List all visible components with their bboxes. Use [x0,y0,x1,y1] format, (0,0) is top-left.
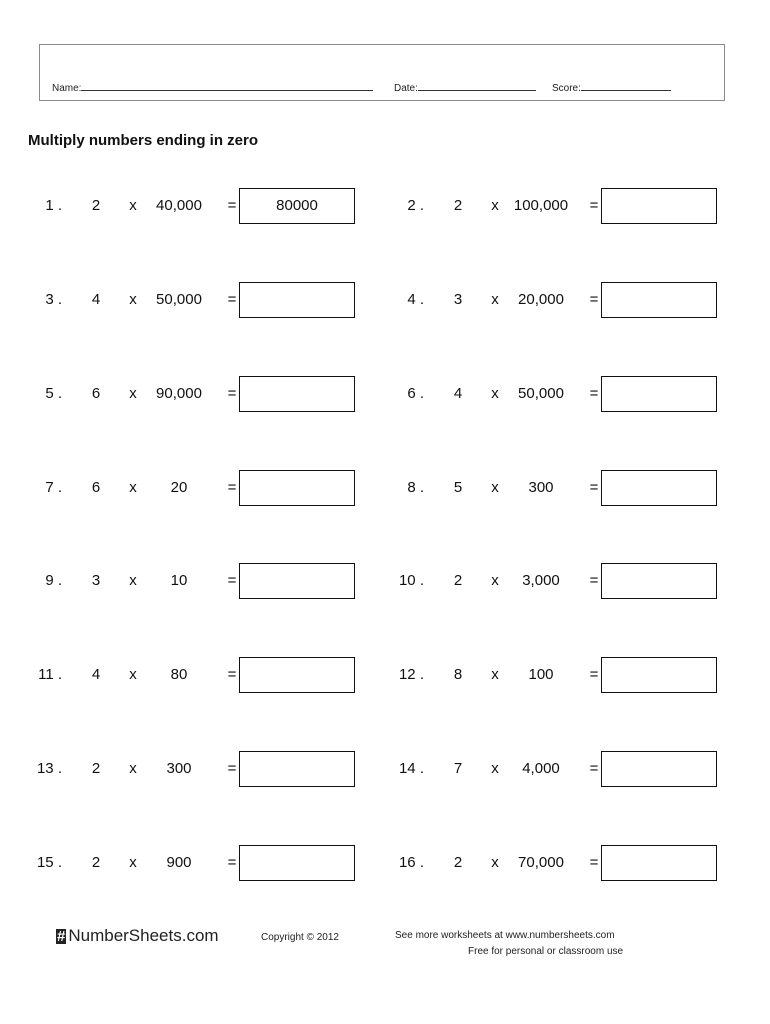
equals-sign: = [589,197,599,214]
problem-number: 12 . [398,666,424,683]
name-line [81,81,373,91]
multiplier: 40,000 [156,197,202,214]
problem-7 [32,470,362,506]
multiplier: 20 [170,479,188,496]
problem-number: 16 . [398,854,424,871]
problem-number: 8 . [407,479,424,496]
equals-sign: = [589,291,599,308]
name-label: Name: [52,83,82,94]
date-field[interactable] [394,81,536,94]
problem-number: 9 . [45,572,62,589]
score-line [581,81,671,91]
problem-number: 6 . [407,385,424,402]
equals-sign: = [589,760,599,777]
more-worksheets-text: See more worksheets at www.numbersheets.com [395,930,615,941]
times-sign: x [491,479,499,496]
multiplier: 80 [170,666,188,683]
times-sign: x [129,291,137,308]
logo-text: NumberSheets.com [68,926,219,945]
times-sign: x [129,666,137,683]
problem-1 [32,188,362,224]
multiplier: 300 [166,760,192,777]
problem-8 [394,470,724,506]
problem-number: 2 . [407,197,424,214]
multiplicand: 6 [91,479,101,496]
problem-9 [32,563,362,599]
multiplier: 3,000 [522,572,560,589]
multiplier: 100,000 [513,197,569,214]
multiplier: 900 [166,854,192,871]
equals-sign: = [227,291,237,308]
problem-number: 13 . [36,760,62,777]
times-sign: x [491,760,499,777]
multiplier: 10 [170,572,188,589]
problem-number: 14 . [398,760,424,777]
multiplier: 300 [528,479,554,496]
score-label: Score: [552,83,581,94]
name-field[interactable] [52,81,373,94]
answer-box[interactable] [239,282,355,318]
free-use-text: Free for personal or classroom use [468,946,624,957]
multiplicand: 6 [91,385,101,402]
problem-4 [394,282,724,318]
multiplicand: 2 [453,197,463,214]
times-sign: x [491,666,499,683]
multiplicand: 5 [453,479,463,496]
answer-box[interactable] [601,188,717,224]
problem-number: 10 . [398,572,424,589]
multiplier: 90,000 [156,385,202,402]
answer-box[interactable] [601,751,717,787]
problem-12 [394,657,724,693]
equals-sign: = [227,385,237,402]
equals-sign: = [227,666,237,683]
multiplier: 70,000 [518,854,564,871]
multiplicand: 2 [91,760,101,777]
date-label: Date: [394,83,418,94]
answer-box[interactable] [239,657,355,693]
times-sign: x [129,760,137,777]
equals-sign: = [589,479,599,496]
answer-box[interactable] [601,470,717,506]
times-sign: x [129,854,137,871]
multiplicand: 3 [91,572,101,589]
page-title: Multiply numbers ending in zero [28,132,259,149]
multiplier: 50,000 [156,291,202,308]
equals-sign: = [227,760,237,777]
problem-number: 7 . [45,479,62,496]
multiplicand: 4 [453,385,463,402]
problem-16 [394,845,724,881]
multiplicand: 2 [91,854,101,871]
problem-2 [394,188,724,224]
copyright-text: Copyright © 2012 [261,932,339,943]
problem-3 [32,282,362,318]
problem-15 [32,845,362,881]
equals-sign: = [227,572,237,589]
problem-10 [394,563,724,599]
multiplicand: 7 [453,760,463,777]
problem-number: 15 . [36,854,62,871]
answer-box[interactable] [601,563,717,599]
multiplier: 100 [528,666,554,683]
logo-mark: # [57,928,66,945]
problem-number: 3 . [45,291,62,308]
problem-number: 5 . [45,385,62,402]
problem-5 [32,376,362,412]
times-sign: x [491,854,499,871]
times-sign: x [491,291,499,308]
equals-sign: = [589,666,599,683]
answer-box[interactable] [601,376,717,412]
multiplicand: 4 [91,291,101,308]
times-sign: x [491,385,499,402]
multiplier: 4,000 [522,760,560,777]
problem-11 [32,657,362,693]
multiplier: 50,000 [518,385,564,402]
student-info-box [39,44,725,101]
times-sign: x [129,385,137,402]
date-line [418,81,536,91]
equals-sign: = [589,572,599,589]
score-field[interactable] [552,81,671,94]
equals-sign: = [589,854,599,871]
answer-box[interactable]: 80000 [239,188,355,224]
times-sign: x [129,572,137,589]
problem-number: 1 . [45,197,62,214]
answer-box[interactable] [601,282,717,318]
problem-number: 11 . [38,666,62,683]
answer-box[interactable] [239,751,355,787]
answer-box[interactable] [601,657,717,693]
answer-box[interactable] [239,470,355,506]
equals-sign: = [589,385,599,402]
problem-14 [394,751,724,787]
multiplicand: 4 [91,666,101,683]
times-sign: x [491,572,499,589]
multiplicand: 3 [453,291,463,308]
equals-sign: = [227,197,237,214]
equals-sign: = [227,854,237,871]
times-sign: x [129,197,137,214]
times-sign: x [129,479,137,496]
answer-box[interactable] [601,845,717,881]
problem-number: 4 . [407,291,424,308]
answer-box[interactable] [239,376,355,412]
multiplier: 20,000 [518,291,564,308]
multiplicand: 8 [453,666,463,683]
problem-13 [32,751,362,787]
problem-6 [394,376,724,412]
answer-box[interactable] [239,845,355,881]
numbersheets-logo [56,926,219,946]
multiplicand: 2 [453,572,463,589]
answer-box[interactable] [239,563,355,599]
multiplicand: 2 [91,197,101,214]
times-sign: x [491,197,499,214]
equals-sign: = [227,479,237,496]
multiplicand: 2 [453,854,463,871]
